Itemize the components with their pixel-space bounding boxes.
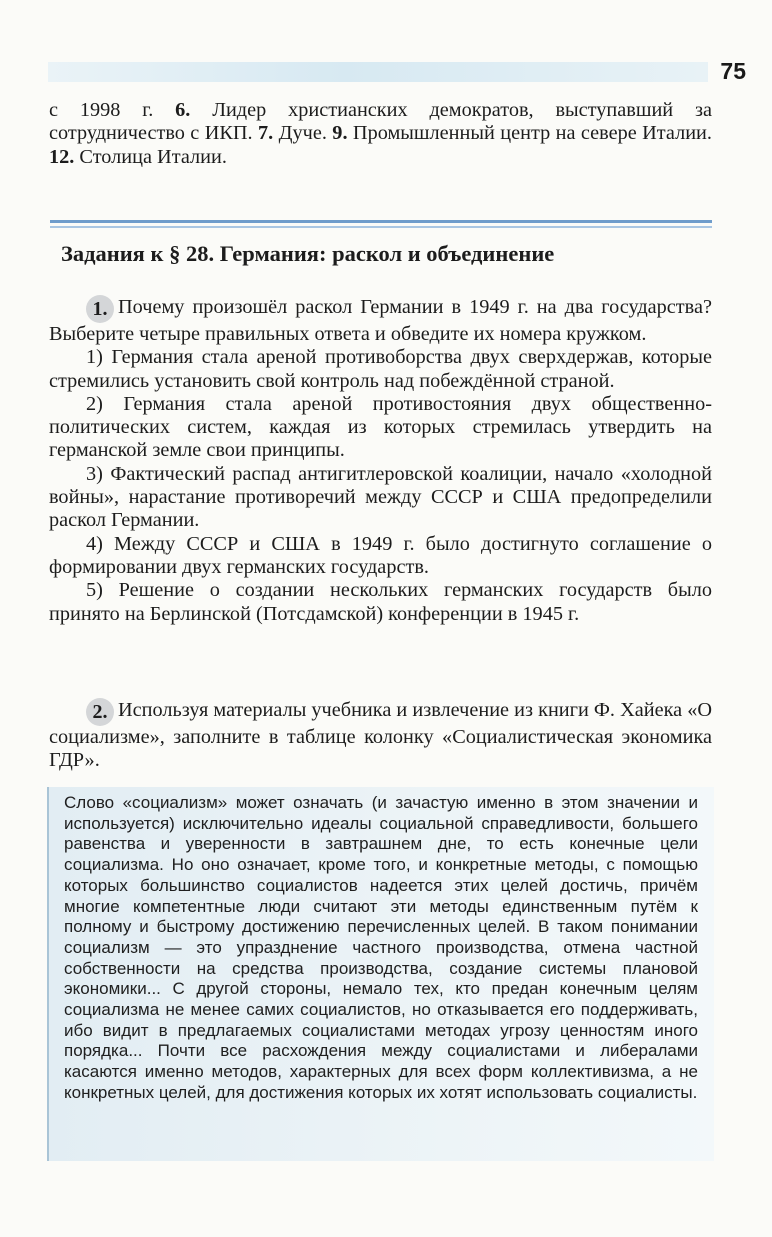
task-2-text: Используя материалы учебника и извлечение из книги Ф. Хайека «О социализме», заполните в таблице колонку «Социалистическая экономика ГДР». — [49, 699, 712, 772]
intro-text-5: Столица Италии. — [74, 145, 227, 168]
task-1-question-paragraph — [49, 295, 712, 346]
task-1-option-3: 3) Фактический распад антигитлеровской коалиции, начало «холодной войны», нарастание противоречий между СССР и США предопределили раскол Германии. — [49, 462, 712, 532]
intro-text-4: Промышленный центр на севере Италии. — [347, 122, 712, 145]
task-2-paragraph — [49, 698, 712, 773]
task-1 — [49, 295, 712, 626]
section-title: Задания к § 28. Германия: раскол и объединение — [61, 241, 555, 266]
intro-text-3: Дуче. — [273, 122, 333, 145]
section-divider-secondary — [50, 226, 712, 228]
task-1-option-1: 1) Германия стала ареной противоборства двух сверхдержав, которые стремились установить свой контроль над побеждённой страной. — [49, 346, 712, 392]
intro-paragraph — [49, 99, 712, 169]
task-1-question: Почему произошёл раскол Германии в 1949 г. на два государства? Выберите четыре правильных ответа и обведите их номера кружком. — [49, 296, 712, 345]
intro-text-2: Лидер христианских демократов, выступавший за сотрудничество с ИКП. — [49, 99, 712, 145]
intro-text-1: с 1998 г. — [49, 99, 176, 121]
task-2 — [49, 698, 712, 773]
quote-text: Слово «социализм» может означать (и зачастую именно в этом значении и используется) исключительно идеалы социальной справедливости, большего равенства и уверенности в завтрашнем дне, то есть конечные цели социализма. Но оно означает, кроме того, и конкретные методы, с помощью которых большинство социалистов надеется этих целей достичь, причём многие компетентные люди считают эти методы единственным путём к полному и быстрому достижению перечисленных целей. В таком понимании социализм — это упразднение частного производства, отмена частной собственности на средства производства, создание системы плановой экономики... С другой стороны, немало тех, кто предан конечным целям социализма не менее самих социалистов, но отказывается его поддерживать, ибо видит в предлагаемых социалистами методах угрозу ценностям иного порядка... Почти все расхождения между социалистами и либералами касаются именно методов, характерных для всех форм коллективизма, а не конкретных целей, для достижения которых их хотят использовать социалисты. — [64, 793, 698, 1102]
page-number: 75 — [720, 58, 746, 84]
intro-item-9: 9. — [332, 122, 348, 145]
intro-item-6: 6. — [175, 99, 191, 121]
task-1-option-2: 2) Германия стала ареной противостояния двух общественно-политических систем, каждая из которых стремилась утвердить на германской земле свои принципы. — [49, 392, 712, 462]
task-1-number-badge: 1. — [86, 295, 114, 323]
task-1-option-4: 4) Между СССР и США в 1949 г. было достигнуто соглашение о формировании двух германских государств. — [49, 532, 712, 578]
header-band — [48, 62, 708, 82]
section-divider — [50, 220, 712, 223]
task-2-number-badge: 2. — [86, 698, 114, 726]
intro-item-12: 12. — [49, 145, 75, 168]
task-1-option-5: 5) Решение о создании нескольких германских государств было принято на Берлинской (Потсдамской) конференции в 1945 г. — [49, 579, 712, 625]
intro-item-7: 7. — [258, 122, 274, 145]
